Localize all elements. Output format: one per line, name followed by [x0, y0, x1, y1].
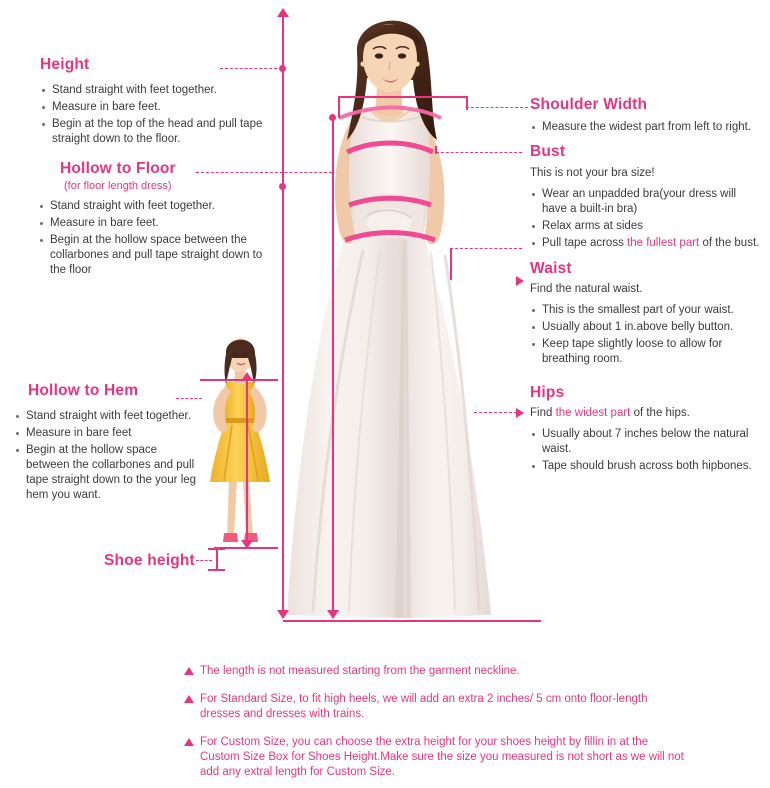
list-item: Tape should brush across both hipbones. [530, 459, 762, 474]
hips-arrow [516, 408, 524, 418]
footer-note [184, 664, 684, 679]
shoe-height-bottom-tick [208, 569, 225, 571]
hollow-to-floor-title: Hollow to Floor [60, 160, 176, 177]
hollow-to-floor-subtitle: (for floor length dress) [64, 180, 172, 192]
footer-note-text: For Standard Size, to fit high heels, we will add an extra 2 inches/ 5 cm onto floor-length dresses and dresses with trains. [200, 693, 648, 720]
shoulder-bracket-left [338, 96, 340, 118]
hollow-to-floor-arrow-bottom [327, 610, 339, 619]
list-item: Begin at the top of the head and pull tape straight down to the floor. [40, 117, 272, 147]
triangle-bullet-icon [184, 695, 194, 703]
height-title: Height [40, 56, 90, 73]
list-item: Wear an unpadded bra(your dress will have a built-in bra) [530, 187, 760, 217]
height-section [40, 56, 272, 149]
shoulder-width-title: Shoulder Width [530, 96, 648, 113]
footer-note-text: For Custom Size, you can choose the extra height for your shoes height by fillin in at the Custom Size Box for Shoes Height.Make sure the size you measured is not short as we will not add any extral length for Custom Size. [200, 736, 684, 778]
hollow-to-hem-top-tick [200, 379, 278, 381]
list-item: Measure in bare feet [14, 426, 200, 441]
list-item: Begin at the hollow space between the collarbones and pull tape straight down to the floor [38, 233, 272, 278]
shoulder-bracket-line [338, 96, 468, 98]
hips-highlight: the widest part [555, 407, 631, 419]
hips-bullets [530, 427, 762, 474]
hollow-to-hem-vertical-line [246, 380, 248, 548]
bust-connector-line [436, 152, 522, 153]
hips-section [530, 384, 762, 476]
list-item: Measure the widest part from left to right. [530, 120, 760, 135]
footer-note-text: The length is not measured starting from the garment neckline. [200, 665, 520, 677]
hollow-to-floor-bullets [38, 199, 272, 278]
height-bullets [40, 83, 272, 147]
triangle-bullet-icon [184, 667, 194, 675]
bust-connector-vertical [435, 146, 437, 154]
hips-lead: Find the widest part of the hips. [530, 407, 690, 419]
list-item: Begin at the hollow space between the collarbones and pull tape straight down to the your leg hem you want. [14, 443, 200, 503]
list-item: This is the smallest part of your waist. [530, 303, 760, 318]
hollow-to-hem-title: Hollow to Hem [28, 382, 139, 399]
short-dress-illustration [196, 330, 281, 570]
bust-bullets [530, 187, 760, 251]
shoulder-width-bullets [530, 120, 760, 135]
bust-title: Bust [530, 143, 566, 160]
shoe-height-section [104, 552, 195, 570]
floor-baseline [283, 620, 541, 622]
waist-bullets [530, 303, 760, 367]
hollow-to-floor-anchor-dot [329, 114, 336, 121]
height-anchor-dot [279, 65, 286, 72]
list-item: Stand straight with feet together. [40, 83, 272, 98]
list-item: Keep tape slightly loose to allow for breathing room. [530, 337, 760, 367]
shoulder-width-section [530, 96, 760, 137]
hollow-to-hem-section [14, 382, 200, 505]
hips-title: Hips [530, 384, 565, 401]
bust-section [530, 143, 760, 253]
waist-connector-vertical [450, 248, 452, 280]
waist-section [530, 260, 760, 369]
height-arrow-bottom [277, 610, 289, 619]
waist-title: Waist [530, 260, 572, 277]
bust-lead: This is not your bra size! [530, 167, 655, 179]
hips-connector-line [474, 412, 522, 413]
list-item: Stand straight with feet together. [38, 199, 272, 214]
footer-note [184, 735, 684, 780]
height-vertical-line [282, 16, 284, 610]
shoe-height-top-tick [208, 548, 225, 550]
list-item: Stand straight with feet together. [14, 409, 200, 424]
waist-lead: Find the natural waist. [530, 283, 643, 295]
hollow-to-hem-arrow-top [241, 372, 253, 381]
triangle-bullet-icon [184, 738, 194, 746]
hollow-to-floor-label-dot [279, 183, 286, 190]
list-item: Measure in bare feet. [38, 216, 272, 231]
hollow-to-floor-section [26, 160, 272, 280]
list-item: Relax arms at sides [530, 219, 760, 234]
hollow-to-hem-arrow-bottom [241, 540, 253, 549]
list-item: Pull tape across the fullest part of the bust. [530, 236, 760, 251]
list-item: Measure in bare feet. [40, 100, 272, 115]
shoulder-connector-line [466, 107, 528, 108]
waist-connector-line [450, 248, 522, 249]
waist-arrow [516, 276, 524, 286]
hollow-to-hem-bullets [14, 409, 200, 503]
shoulder-bracket-right [466, 96, 468, 110]
list-item: Usually about 7 inches below the natural waist. [530, 427, 762, 457]
footer-notes [184, 664, 684, 780]
shoe-height-vertical-line [216, 548, 218, 570]
hollow-to-floor-vertical-line [332, 118, 334, 610]
list-item: Usually about 1 in.above belly button. [530, 320, 760, 335]
bust-highlight: the fullest part [627, 237, 700, 249]
footer-note [184, 692, 684, 722]
shoe-height-title: Shoe height [104, 552, 195, 569]
shoe-height-connector-line [196, 560, 212, 561]
